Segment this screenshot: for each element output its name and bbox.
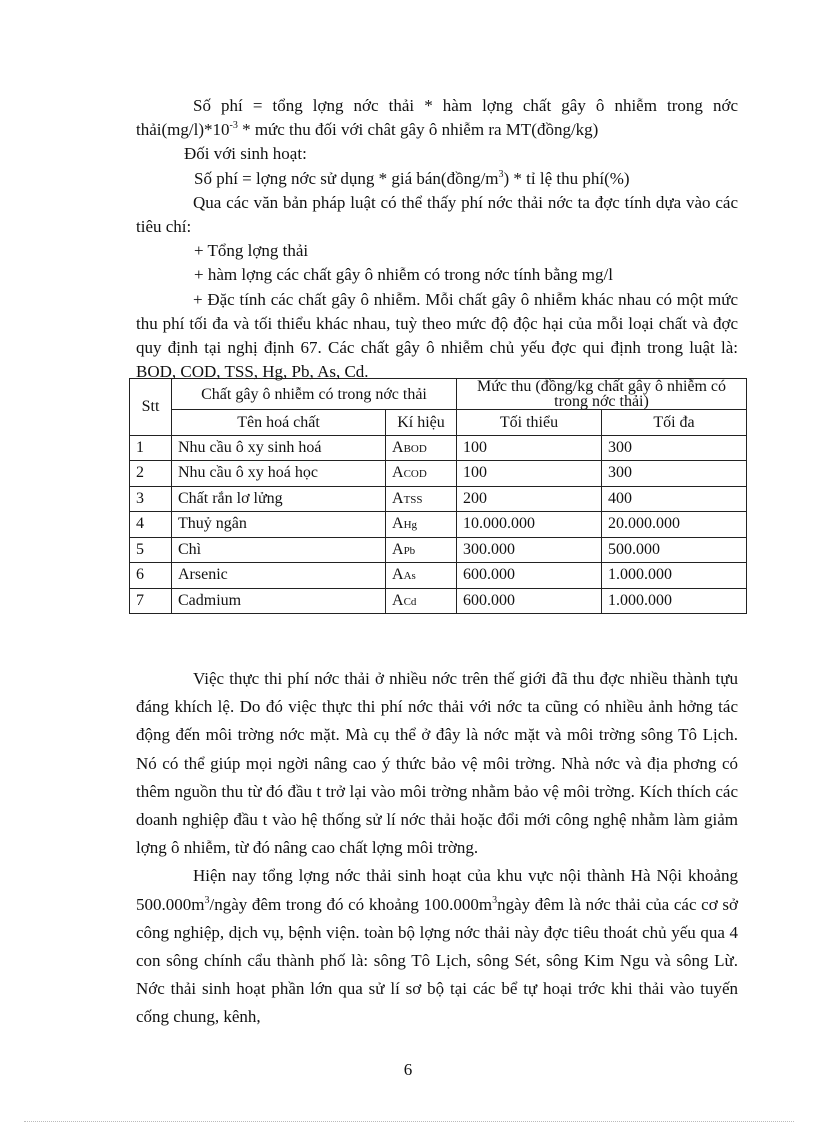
page-bottom-divider [24, 1121, 794, 1122]
cell-name: Thuỷ ngân [172, 512, 386, 538]
table-row [130, 563, 747, 589]
header-name: Tên hoá chất [172, 410, 386, 436]
cell-name: Nhu cầu ô xy hoá học [172, 461, 386, 487]
cell-symbol: ATSS [386, 486, 457, 512]
criteria-item-1: + Tổng lợng thải [194, 241, 309, 261]
formula-fee-wastewater: Số phí = tổng lợng nớc thải * hàm lợng chất gây ô nhiễm trong nớc $thải(mg/l)*10^{-3}$ * mức thu đối với chât gây ô nhiễm ra MT(đồng/kg) [136, 96, 738, 140]
cell-name: Chất rắn lơ lửng [172, 486, 386, 512]
header-symbol: Kí hiệu [386, 410, 457, 436]
cell-stt: 7 [130, 588, 172, 614]
header-min: Tối thiểu [457, 410, 602, 436]
cell-name: Cadmium [172, 588, 386, 614]
domestic-heading: Đối với sinh hoạt: [184, 144, 307, 164]
cell-min: 100 [457, 435, 602, 461]
cell-max: 1.000.000 [602, 588, 747, 614]
criteria-item-3: + Đặc tính các chất gây ô nhiễm. Mỗi chất gây ô nhiễm khác nhau có một mức thu phí tối đa và tối thiểu khác nhau, tuỳ theo mức độ độc hại của mỗi loại chất và đợc quy định tại nghị định 67. Các chất gây ô nhiễm chủ yếu đợc qui định trong luật là: BOD, COD, TSS, Hg, Pb, As, Cd. [136, 289, 738, 382]
cell-min: 10.000.000 [457, 512, 602, 538]
bottom-text-block [136, 665, 738, 1032]
cell-symbol: ACOD [386, 461, 457, 487]
cell-max: 300 [602, 461, 747, 487]
header-max: Tối đa [602, 410, 747, 436]
cell-min: 600.000 [457, 588, 602, 614]
cell-stt: 5 [130, 537, 172, 563]
header-stt: Stt [130, 379, 172, 436]
cell-max: 20.000.000 [602, 512, 747, 538]
cell-min: 600.000 [457, 563, 602, 589]
cell-symbol: ACd [386, 588, 457, 614]
cell-max: 500.000 [602, 537, 747, 563]
page-number: 6 [403, 1060, 413, 1079]
table-subheader-row [130, 410, 747, 436]
fee-rate-table [129, 378, 747, 614]
cell-stt: 4 [130, 512, 172, 538]
cell-min: 200 [457, 486, 602, 512]
header-pollutant: Chất gây ô nhiễm có trong nớc thải [172, 379, 457, 410]
cell-stt: 1 [130, 435, 172, 461]
cell-name: Chì [172, 537, 386, 563]
cell-min: 300.000 [457, 537, 602, 563]
cell-symbol: ABOD [386, 435, 457, 461]
table-row [130, 461, 747, 487]
cell-min: 100 [457, 461, 602, 487]
cell-max: 300 [602, 435, 747, 461]
cell-stt: 2 [130, 461, 172, 487]
table-row [130, 512, 747, 538]
header-rate: Mức thu (đồng/kg chất gây ô nhiễm có trong nớc thải) [457, 379, 747, 410]
paragraph-implementation: Việc thực thi phí nớc thải ở nhiều nớc trên thế giới đã thu đợc nhiều thành tựu đáng khích lệ. Do đó việc thực thi phí nớc thải với nớc ta cũng có nhiều ảnh hởng tác động đến môi trờng nớc mặt. Mà cụ thể ở đây là nớc mặt và môi trờng sông Tô Lịch. Nó có thể giúp mọi ngời nâng cao ý thức bảo vệ môi trờng. Nhà nớc và địa phơng có thêm nguồn thu từ đó đầu t trở lại vào môi trờng nhằm bảo vệ môi trờng. Kích thích các doanh nghiệp đầu t vào hệ thống sử lí nớc thải hoặc đổi mới công nghệ nhằm làm giảm lợng ô nhiễm, từ đó nâng cao chất lợng môi trờng. [136, 669, 738, 858]
table-row [130, 486, 747, 512]
cell-stt: 3 [130, 486, 172, 512]
cell-max: 400 [602, 486, 747, 512]
table-row [130, 435, 747, 461]
table-row [130, 537, 747, 563]
paragraph-current-volume: Hiện nay tổng lợng nớc thải sinh hoạt của khu vực nội thành Hà Nội khoảng $500.000m^3$/ngày đêm trong đó có khoảng $100.000m^3ngày$ đêm là nớc thải của các cơ sở công nghiệp, dịch vụ, bệnh viện. toàn bộ lợng nớc thải này đợc tiêu thoát chủ yếu qua 4 con sông chính cẩu thành phố là: sông Tô Lịch, sông Sét, sông Kim Ngu và sông Lừ. Nớc thải sinh hoạt phần lớn qua sử lí sơ bộ tại các bể tự hoại trớc khi thải vào tuyến cống chung, kênh, [136, 866, 738, 1027]
table-row [130, 588, 747, 614]
cell-max: 1.000.000 [602, 563, 747, 589]
cell-symbol: AAs [386, 563, 457, 589]
cell-stt: 6 [130, 563, 172, 589]
table-header-row [130, 379, 747, 410]
criteria-item-2: + hàm lợng các chất gây ô nhiễm có trong nớc tính bằng mg/l [194, 265, 613, 285]
cell-symbol: AHg [386, 512, 457, 538]
cell-name: Arsenic [172, 563, 386, 589]
cell-name: Nhu cầu ô xy sinh hoá [172, 435, 386, 461]
criteria-intro: Qua các văn bản pháp luật có thể thấy phí nớc thải nớc ta đợc tính dựa vào các tiêu chí: [136, 192, 738, 237]
formula-fee-domestic: Số phí = lợng nớc sử dụng * giá $bán(đồng/m^3)$ * tỉ lệ thu phí(%) [194, 168, 630, 188]
top-text-block [136, 94, 738, 384]
cell-symbol: APb [386, 537, 457, 563]
